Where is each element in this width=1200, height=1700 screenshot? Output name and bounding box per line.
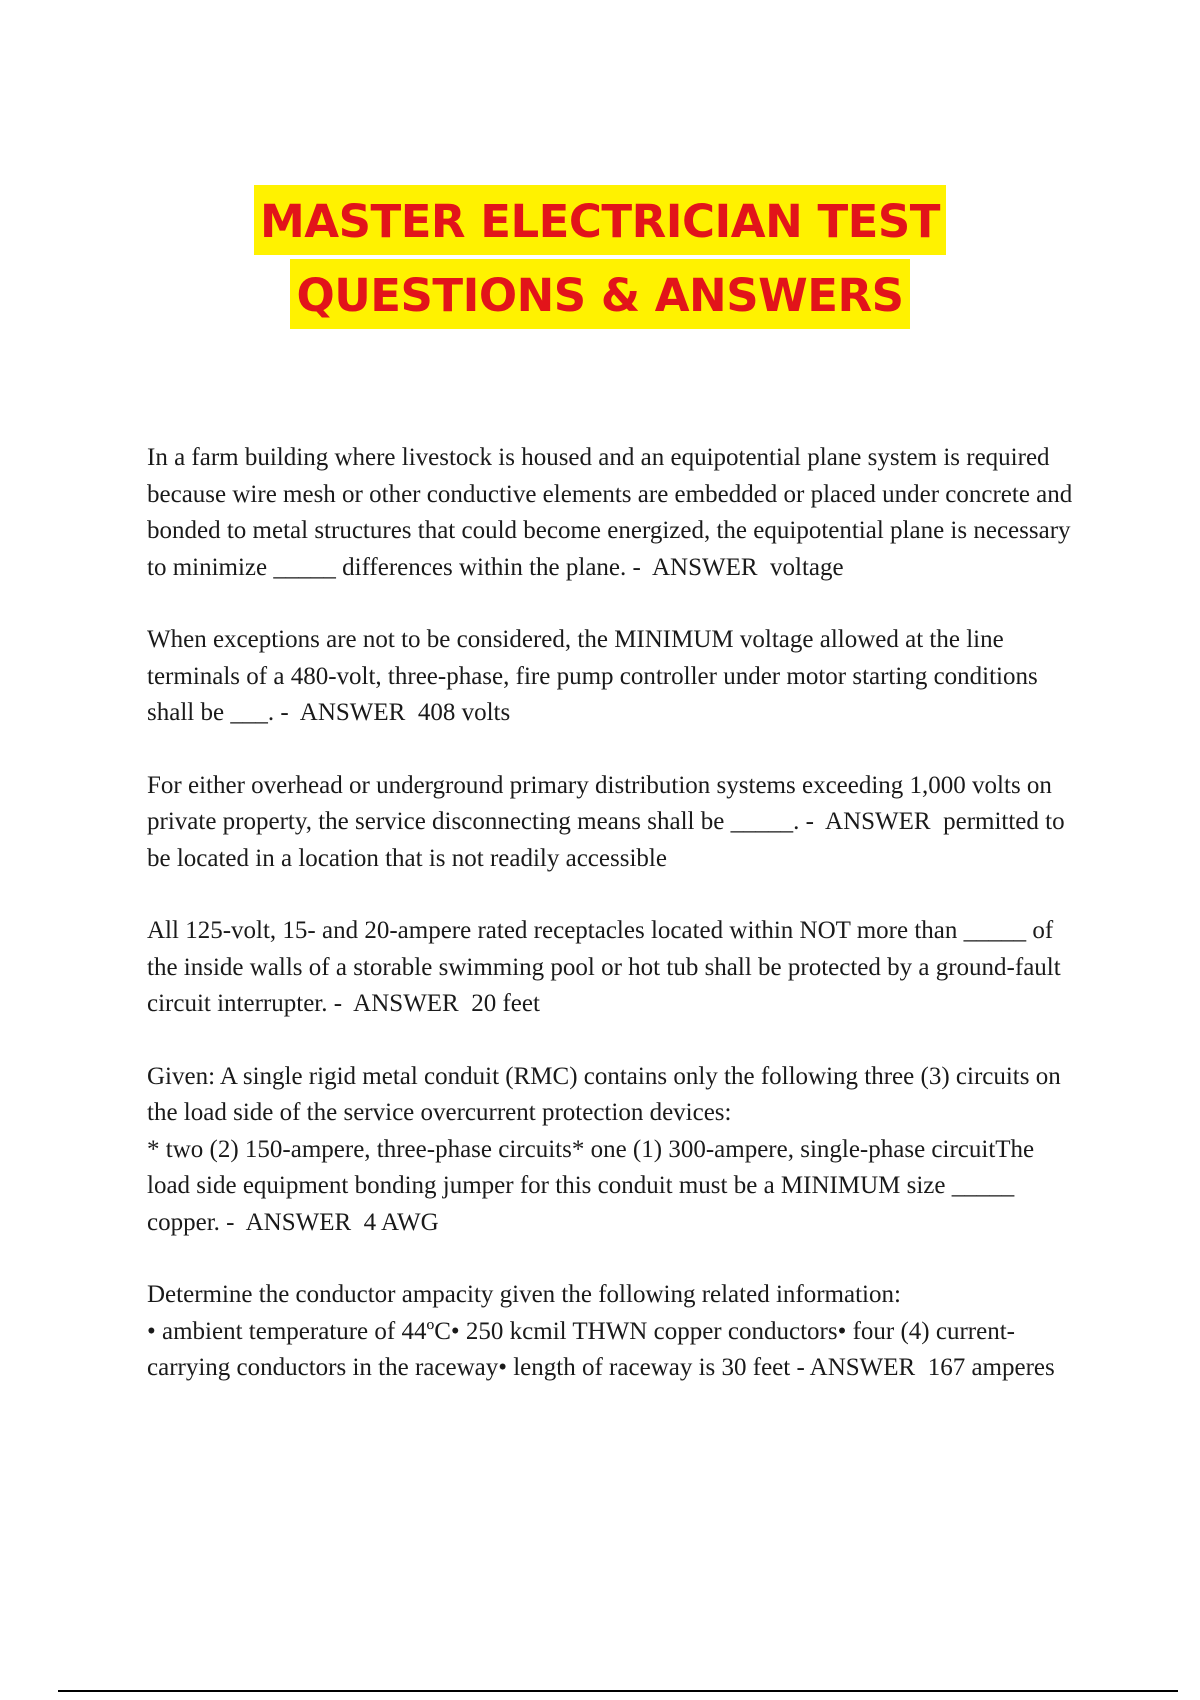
title-line-2: QUESTIONS & ANSWERS xyxy=(290,259,909,329)
question-answer-6: Determine the conductor ampacity given the following related information: • ambient temperature of 44ºC• 250 kcmil THWN copper conductors• four (4) current-carrying conductors in the raceway• length of raceway is 30 feet - ANSWER 167 amperes xyxy=(147,1281,1055,1381)
question-answer-5: Given: A single rigid metal conduit (RMC) contains only the following three (3) circuits on the load side of the service overcurrent protection devices: * two (2) 150-ampere, three-phase circuits* one (1) 300-ampere, single-phase circuitThe load side equipment bonding jumper for this conduit must be a MINIMUM size _____ copper. - ANSWER 4 AWG xyxy=(147,1062,1061,1236)
bottom-rule xyxy=(58,1690,1178,1692)
title-line-1: MASTER ELECTRICIAN TEST xyxy=(254,185,946,255)
question-answer-2: When exceptions are not to be considered, the MINIMUM voltage allowed at the line terminals of a 480-volt, three-phase, fire pump controller under motor starting conditions shall be ___. - ANSWER 408 volts xyxy=(147,626,1044,726)
question-answer-4: All 125-volt, 15- and 20-ampere rated receptacles located within NOT more than _____ of the inside walls of a storable swimming pool or hot tub shall be protected by a ground-fault circuit interrupter. - ANSWER 20 feet xyxy=(147,917,1067,1017)
document-title xyxy=(0,185,1200,329)
question-answer-1: In a farm building where livestock is housed and an equipotential plane system is required because wire mesh or other conductive elements are embedded or placed under concrete and bonded to metal structures that could become energized, the equipotential plane is necessary to minimize _____ differences within the plane. - ANSWER voltage xyxy=(147,444,1079,581)
questions-list xyxy=(147,440,1077,1423)
question-answer-3: For either overhead or underground primary distribution systems exceeding 1,000 volts on private property, the service disconnecting means shall be _____. - ANSWER permitted to be located in a location that is not readily accessible xyxy=(147,771,1071,872)
